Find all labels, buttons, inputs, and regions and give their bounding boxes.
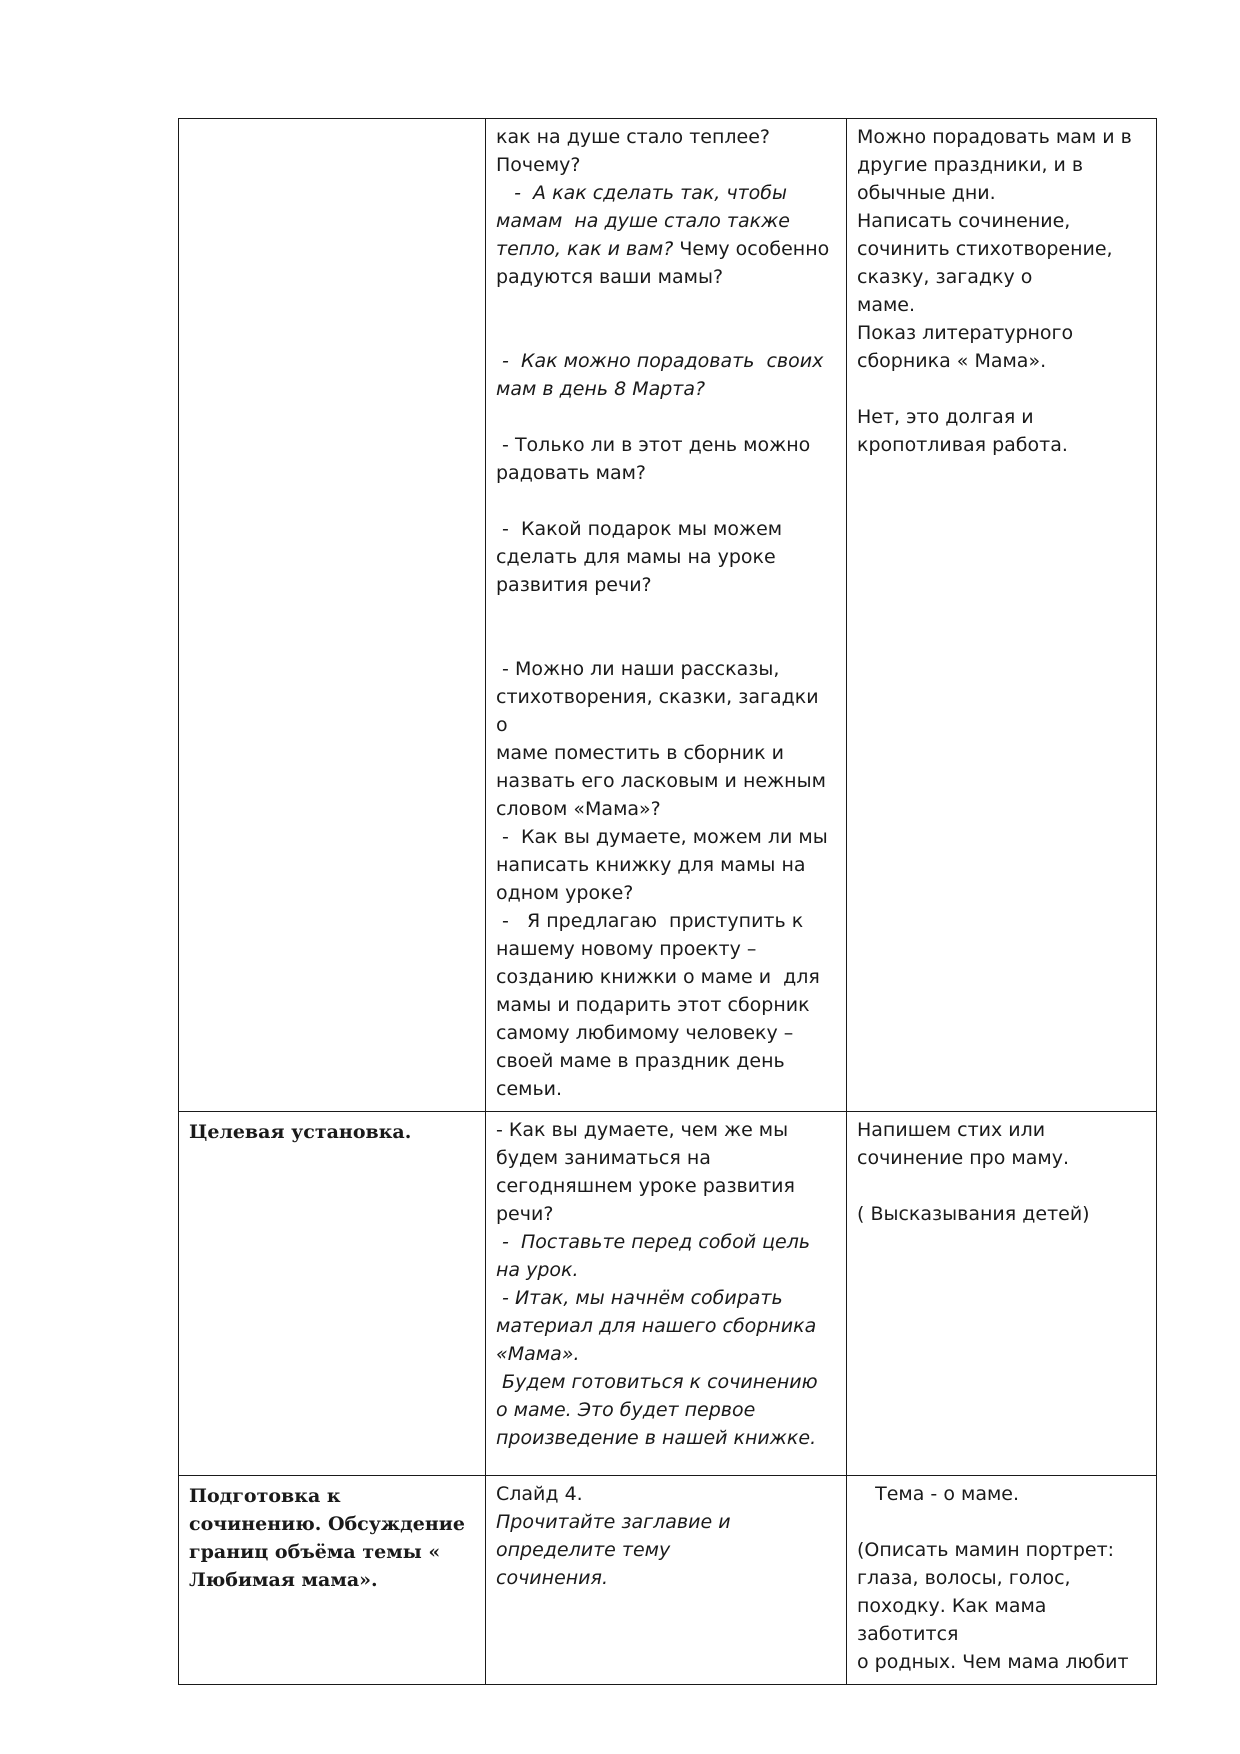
pupils-line: (Описать мамин портрет: bbox=[857, 1539, 1115, 1561]
pupils-line: Нет, это долгая и bbox=[857, 406, 1034, 428]
teacher-line: - Какой подарок мы можем bbox=[496, 518, 783, 540]
stage-cell: Целевая установка. bbox=[179, 1112, 486, 1476]
teacher-cell bbox=[486, 1476, 847, 1685]
pupils-line: Можно порадовать мам и в bbox=[857, 126, 1132, 148]
pupils-line: сочинение про маму. bbox=[857, 1147, 1069, 1169]
lesson-plan-table bbox=[178, 118, 1157, 1685]
teacher-cell bbox=[486, 1112, 847, 1476]
teacher-question: Будем готовиться к сочинению bbox=[496, 1371, 818, 1393]
teacher-line: будем заниматься на bbox=[496, 1147, 711, 1169]
pupils-line: сочинить стихотворение, bbox=[857, 238, 1113, 260]
pupils-line: походку. Как мама заботится bbox=[857, 1595, 1053, 1645]
pupils-cell bbox=[847, 1476, 1157, 1685]
teacher-line: стихотворения, сказки, загадки о bbox=[496, 686, 825, 736]
teacher-line: развития речи? bbox=[496, 574, 652, 596]
pupils-line: кропотливая работа. bbox=[857, 434, 1068, 456]
teacher-question: мам в день 8 Марта? bbox=[496, 378, 706, 400]
pupils-line: Показ литературного bbox=[857, 322, 1074, 344]
teacher-line: радовать мам? bbox=[496, 462, 647, 484]
teacher-line: самому любимому человеку – bbox=[496, 1022, 794, 1044]
teacher-question: - Поставьте перед собой цель bbox=[496, 1231, 811, 1253]
table-row bbox=[179, 1112, 1157, 1476]
teacher-line: - Как вы думаете, можем ли мы bbox=[496, 826, 828, 848]
teacher-question: - А как сделать так, чтобы bbox=[496, 182, 787, 204]
teacher-line: сегодняшнем уроке развития bbox=[496, 1175, 795, 1197]
pupils-line: Написать сочинение, bbox=[857, 210, 1071, 232]
teacher-question: о маме. Это будет первое bbox=[496, 1399, 756, 1421]
teacher-question: «Мама». bbox=[496, 1343, 580, 1365]
pupils-line: обычные дни. bbox=[857, 182, 996, 204]
teacher-line: нашему новому проекту – bbox=[496, 938, 757, 960]
teacher-question: сочинения. bbox=[496, 1567, 608, 1589]
teacher-line: одном уроке? bbox=[496, 882, 634, 904]
teacher-question: произведение в нашей книжке. bbox=[496, 1427, 817, 1449]
teacher-line: назвать его ласковым и нежным bbox=[496, 770, 826, 792]
teacher-line: маме поместить в сборник и bbox=[496, 742, 784, 764]
teacher-line: сделать для мамы на уроке bbox=[496, 546, 776, 568]
teacher-line: Почему? bbox=[496, 154, 581, 176]
teacher-line: радуются ваши мамы? bbox=[496, 266, 724, 288]
teacher-line: - Можно ли наши рассказы, bbox=[496, 658, 780, 680]
teacher-line: Слайд 4. bbox=[496, 1483, 583, 1505]
pupils-line: Тема - о маме. bbox=[857, 1483, 1020, 1505]
pupils-line: маме. bbox=[857, 294, 916, 316]
teacher-line: написать книжку для мамы на bbox=[496, 854, 806, 876]
teacher-line: Чему особенно bbox=[673, 238, 830, 260]
pupils-line: другие праздники, и в bbox=[857, 154, 1084, 176]
teacher-line: мамы и подарить этот сборник bbox=[496, 994, 810, 1016]
teacher-question: мамам на душе стало также bbox=[496, 210, 790, 232]
teacher-line: - Я предлагаю приступить к bbox=[496, 910, 804, 932]
teacher-question: материал для нашего сборника bbox=[496, 1315, 817, 1337]
teacher-line-mixed bbox=[496, 235, 836, 263]
pupils-cell bbox=[847, 1112, 1157, 1476]
pupils-line: сказку, загадку о bbox=[857, 266, 1033, 288]
pupils-line: сборника « Мама». bbox=[857, 350, 1047, 372]
teacher-question: Прочитайте заглавие и bbox=[496, 1511, 731, 1533]
table-row bbox=[179, 119, 1157, 1112]
teacher-question: тепло, как и вам? bbox=[496, 238, 674, 260]
teacher-line: как на душе стало теплее? bbox=[496, 126, 770, 148]
pupils-line: Напишем стих или bbox=[857, 1119, 1046, 1141]
teacher-question: - Итак, мы начнём собирать bbox=[496, 1287, 783, 1309]
teacher-line: словом «Мама»? bbox=[496, 798, 661, 820]
table-row bbox=[179, 1476, 1157, 1685]
teacher-question: определите тему bbox=[496, 1539, 671, 1561]
pupils-line: о родных. Чем мама любит bbox=[857, 1651, 1129, 1673]
teacher-line: своей маме в праздник день bbox=[496, 1050, 785, 1072]
teacher-line: - Только ли в этот день можно bbox=[496, 434, 811, 456]
teacher-line: семьи. bbox=[496, 1078, 563, 1100]
pupils-cell bbox=[847, 119, 1157, 1112]
stage-cell bbox=[179, 119, 486, 1112]
stage-cell: Подготовка к сочинению. Обсуждение границ объёма темы « Любимая мама». bbox=[179, 1476, 486, 1685]
teacher-question: на урок. bbox=[496, 1259, 579, 1281]
teacher-cell bbox=[486, 119, 847, 1112]
teacher-line: созданию книжки о маме и для bbox=[496, 966, 820, 988]
teacher-line: речи? bbox=[496, 1203, 554, 1225]
teacher-question: - Как можно порадовать своих bbox=[496, 350, 824, 372]
pupils-line: глаза, волосы, голос, bbox=[857, 1567, 1071, 1589]
teacher-line: - Как вы думаете, чем же мы bbox=[496, 1119, 789, 1141]
pupils-line: ( Высказывания детей) bbox=[857, 1203, 1090, 1225]
